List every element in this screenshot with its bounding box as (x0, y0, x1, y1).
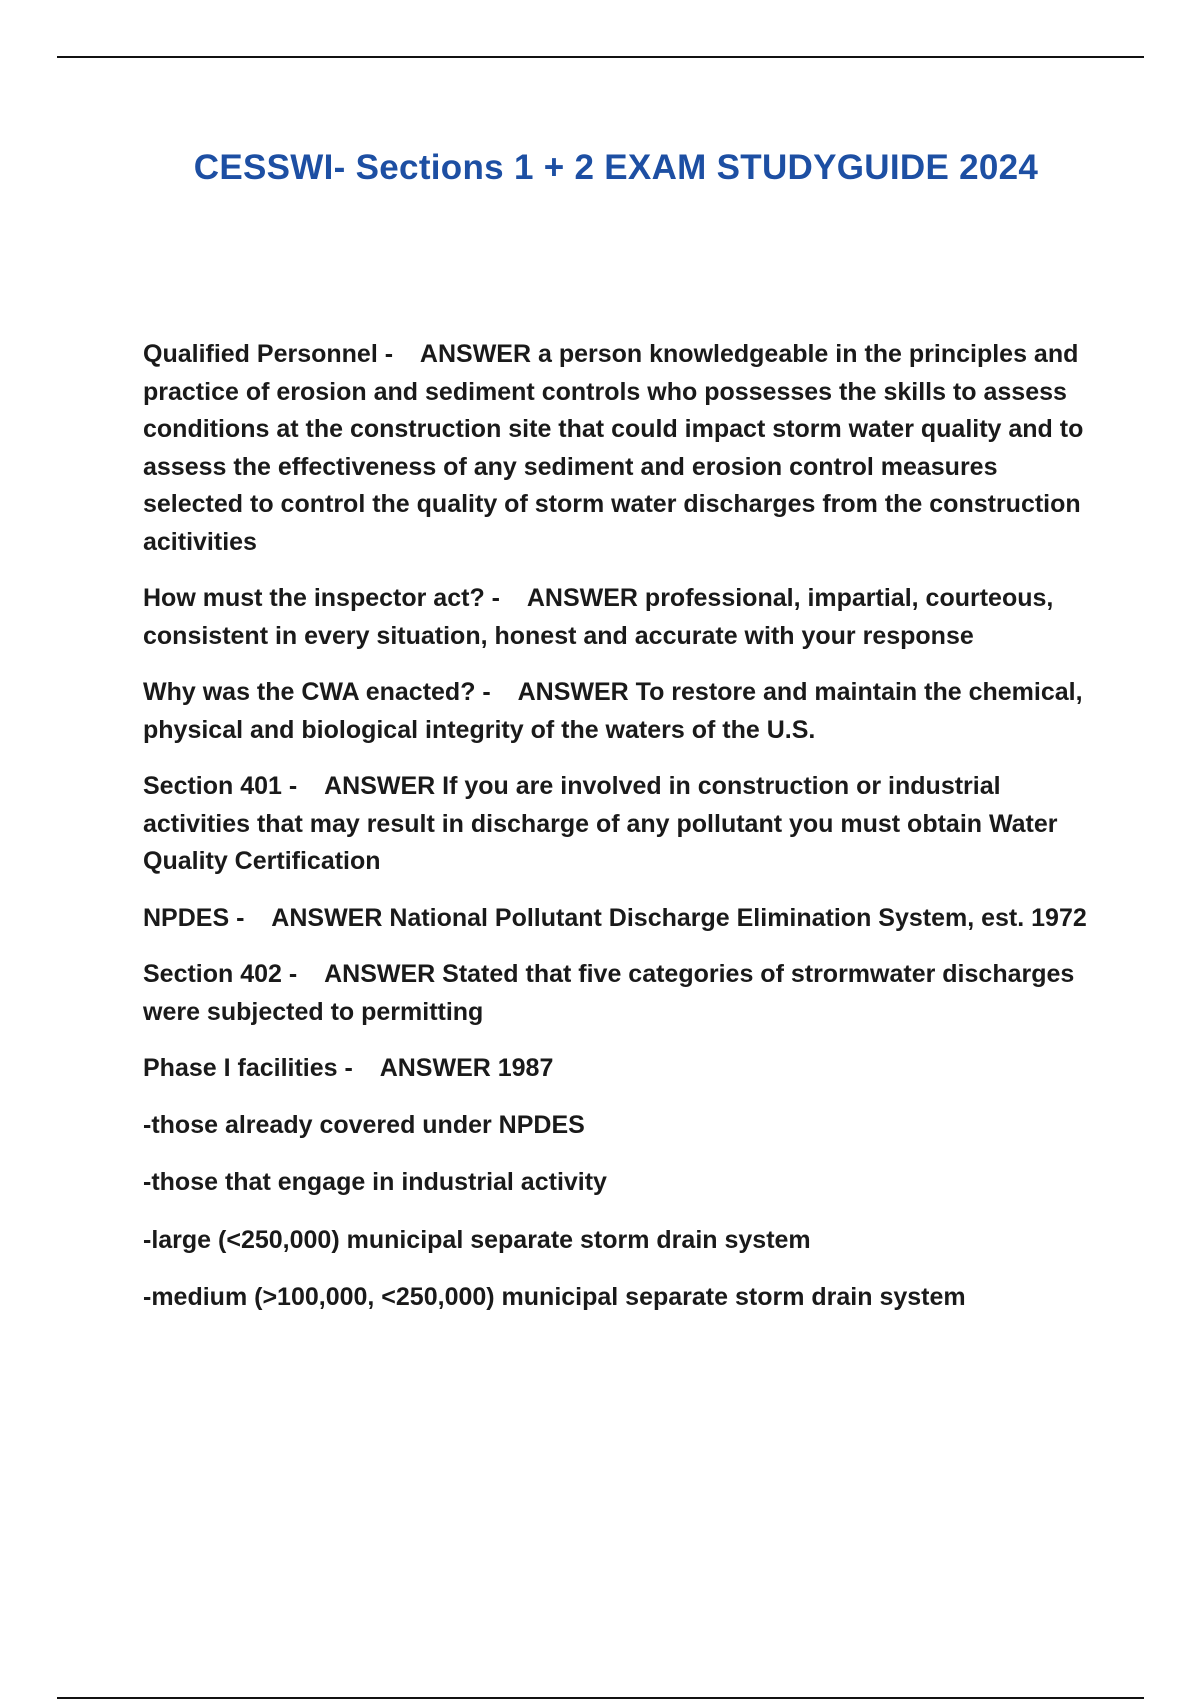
entry-term: Qualified Personnel (143, 340, 378, 368)
top-rule (57, 56, 1144, 58)
qa-entry: Why was the CWA enacted? - ANSWER To restore and maintain the chemical, physical and biological integrity of the waters of the U.S. (143, 678, 1083, 744)
qa-entry: Section 402 - ANSWER Stated that five categories of strormwater discharges were subjected to permitting (143, 960, 1075, 1026)
bottom-rule (57, 1697, 1144, 1699)
qa-entry: Qualified Personnel - ANSWER a person knowledgeable in the principles and practice of erosion and sediment controls who possesses the skills to assess conditions at the construction site that could impact storm water quality and to assess the effectiveness of any sediment and erosion control measures selected to control the quality of storm water discharges from the construction acitivities (143, 340, 1084, 556)
answer-label: ANSWER (271, 903, 383, 932)
qa-entry: NPDES - ANSWER National Pollutant Discharge Elimination System, est. 1972 (143, 903, 1087, 932)
entry-answer: 1987 (497, 1054, 554, 1082)
document-title: CESSWI- Sections 1 + 2 EXAM STUDYGUIDE 2024 (193, 148, 1039, 187)
entry-answer: professional, impartial, courteous, consistent in every situation, honest and accurate with your response (143, 584, 1054, 650)
answer-label: ANSWER (324, 960, 436, 988)
study-guide-content (143, 336, 1103, 1337)
entry-answer: a person knowledgeable in the principles and practice of erosion and sediment controls who possesses the skills to assess conditions at the construction site that could impact storm water quality and to assess the effectiveness of any sediment and erosion control measures selected to control the quality of storm water discharges from the construction acitivities (143, 340, 1084, 556)
entry-term: Section 401 (143, 772, 282, 800)
entry-answer: If you are involved in construction or industrial activities that may result in discharge of any pollutant you must obtain Water Quality Certification (143, 772, 1058, 875)
entry-term: Section 402 (143, 960, 282, 988)
list-item: -those that engage in industrial activity (143, 1168, 607, 1196)
entry-term: Why was the CWA enacted? (143, 678, 476, 706)
entry-term: How must the inspector act? (143, 584, 485, 612)
entry-term: Phase I facilities (143, 1054, 338, 1082)
answer-label: ANSWER (379, 1054, 491, 1082)
entry-answer: Stated that five categories of strormwater discharges were subjected to permitting (143, 960, 1075, 1026)
answer-label: ANSWER (517, 678, 629, 706)
answer-label: ANSWER (324, 772, 436, 800)
list-item: -large (<250,000) municipal separate storm drain system (143, 1225, 811, 1254)
entry-answer: To restore and maintain the chemical, physical and biological integrity of the waters of the U.S. (143, 678, 1083, 744)
qa-entry: Section 401 - ANSWER If you are involved in construction or industrial activities that may result in discharge of any pollutant you must obtain Water Quality Certification (143, 772, 1058, 875)
list-item: -those already covered under NPDES (143, 1110, 585, 1139)
qa-entry: Phase I facilities - ANSWER 1987 (143, 1054, 554, 1082)
answer-label: ANSWER (419, 340, 532, 368)
entry-answer: National Pollutant Discharge Elimination System, est. 1972 (389, 903, 1087, 932)
answer-label: ANSWER (526, 584, 638, 612)
entry-term: NPDES (143, 903, 230, 932)
list-item: -medium (>100,000, <250,000) municipal separate storm drain system (143, 1283, 966, 1311)
qa-entry: How must the inspector act? - ANSWER professional, impartial, courteous, consistent in every situation, honest and accurate with your response (143, 584, 1054, 650)
